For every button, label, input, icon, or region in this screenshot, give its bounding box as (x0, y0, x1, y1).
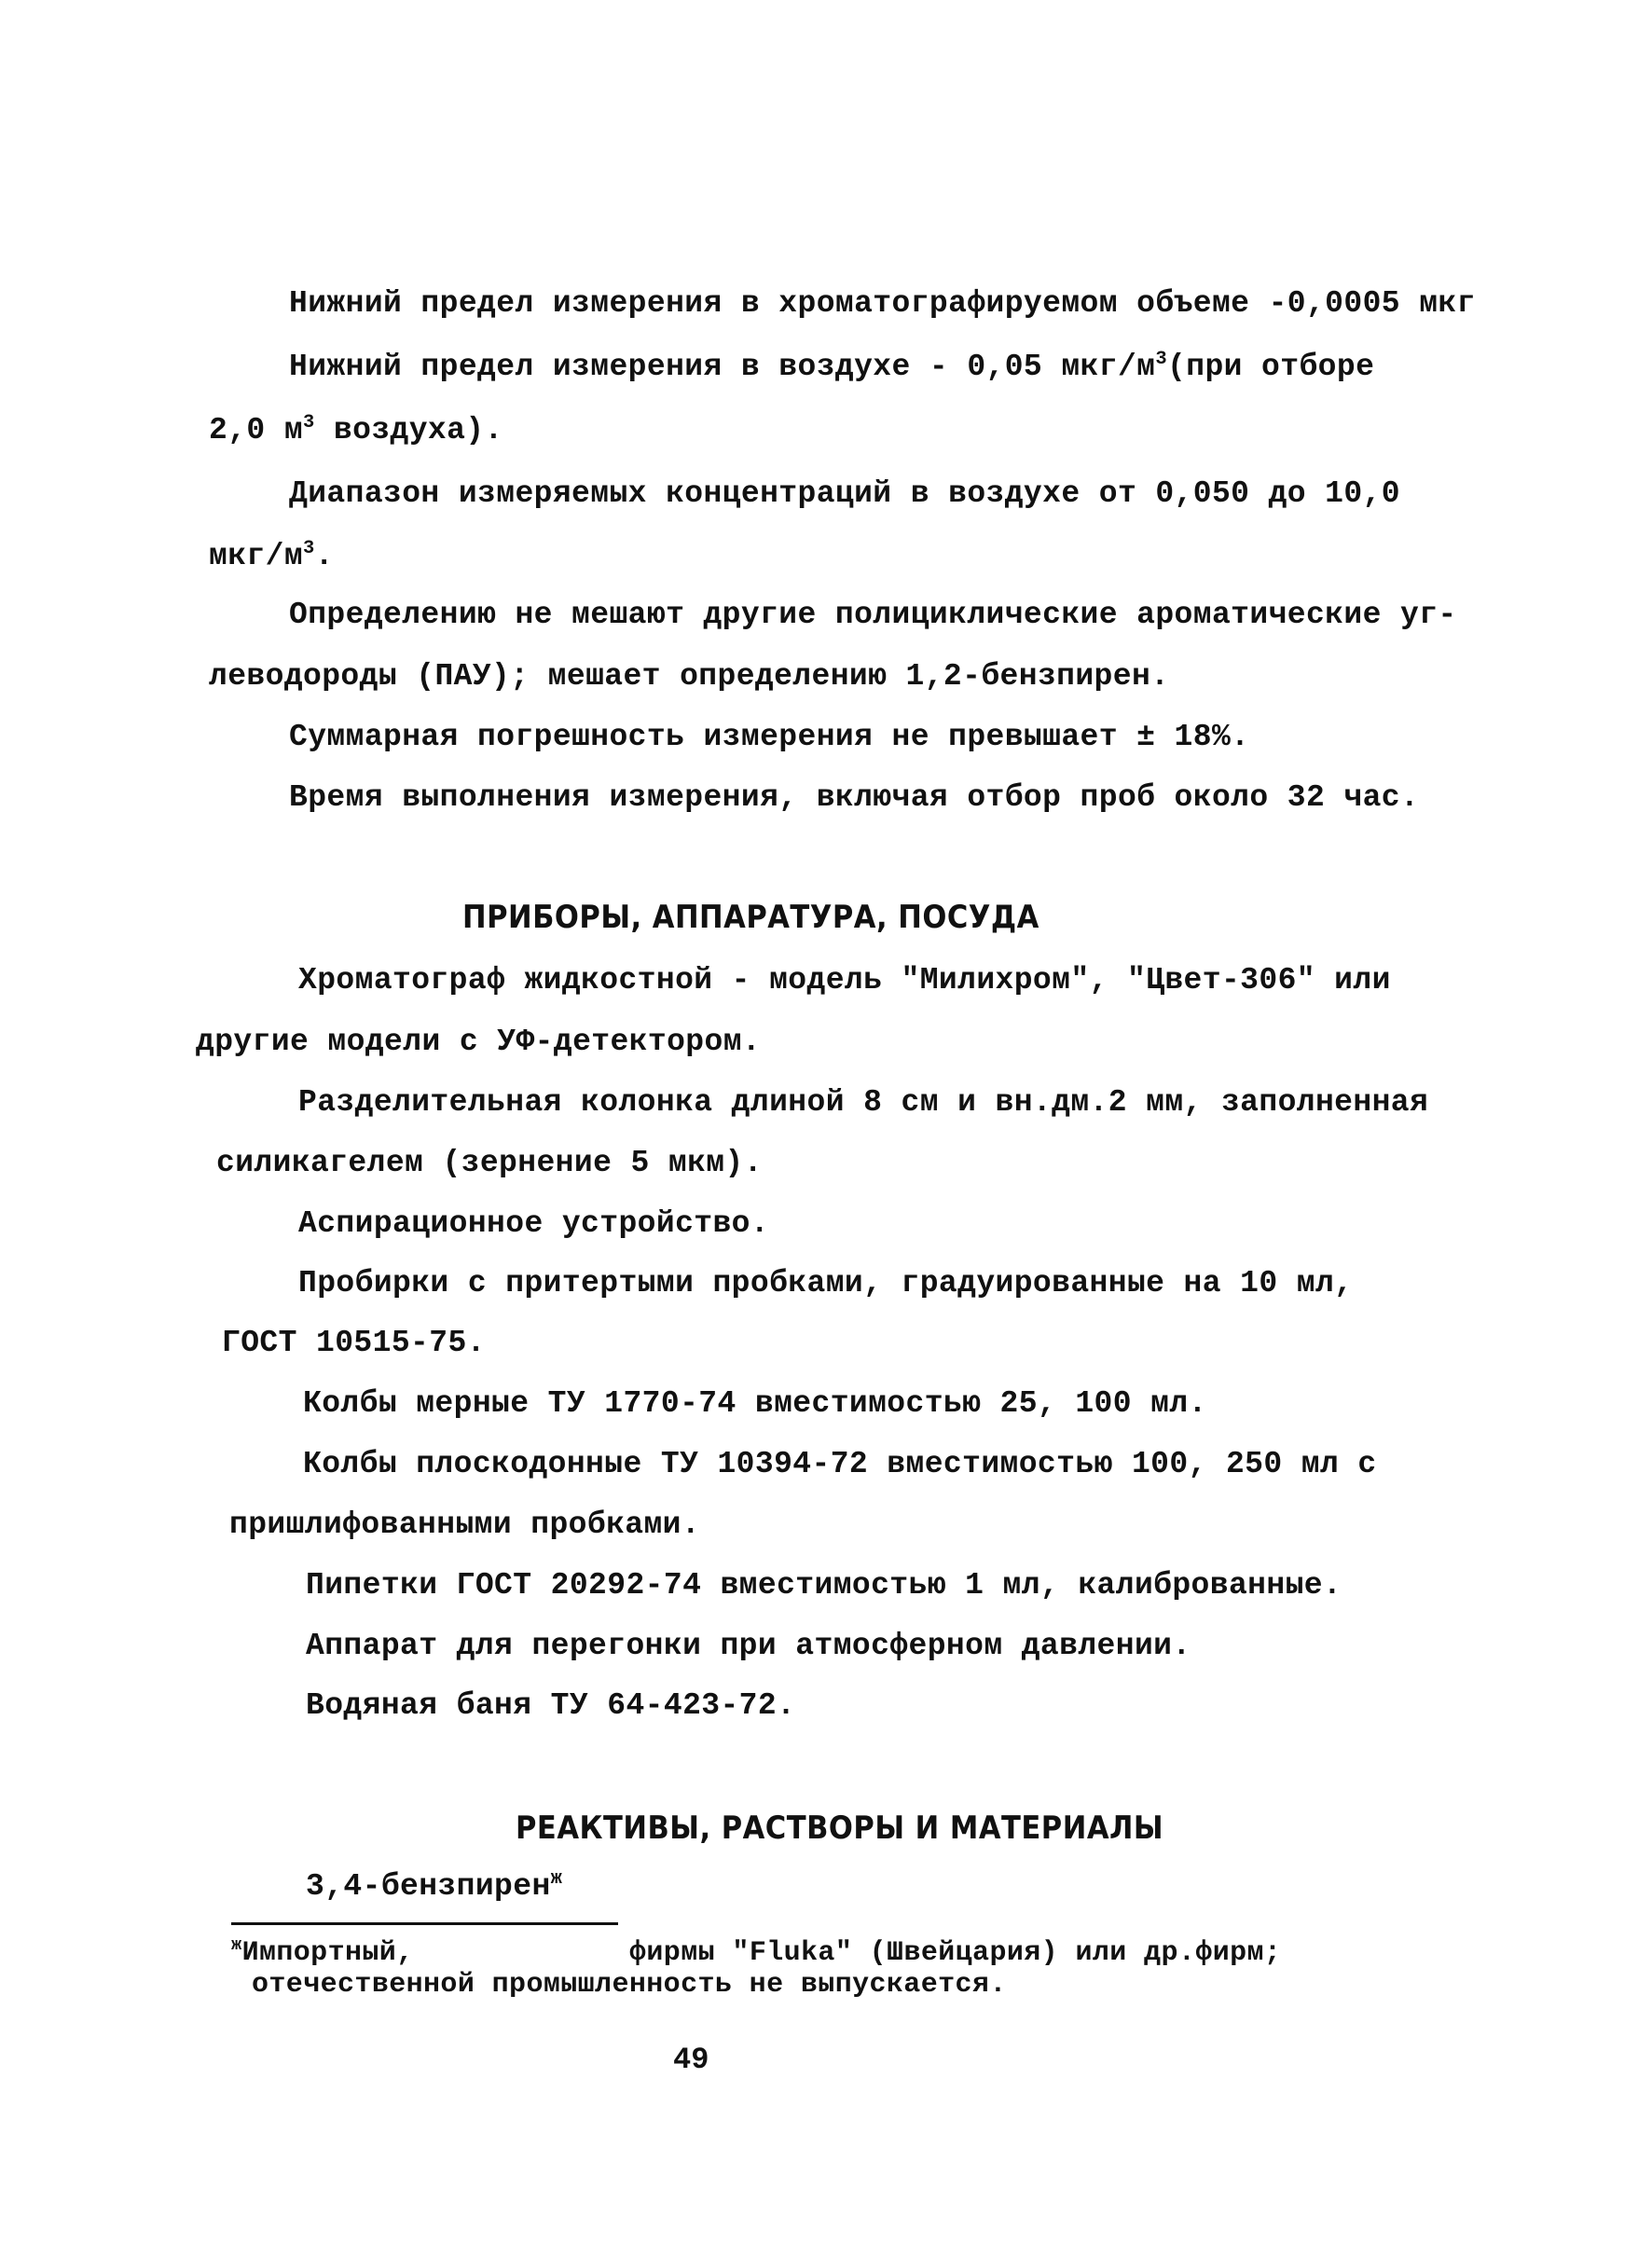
instrument-water-bath: Водяная баня ТУ 64-423-72. (306, 1688, 796, 1723)
footnote-mark: ж (550, 1868, 563, 1890)
instrument-flat-flasks-line1: Колбы плоскодонные ТУ 10394-72 вместимостью 100, 250 мл с (303, 1447, 1377, 1481)
text: воздуха). (314, 413, 503, 447)
footnote-line1 (231, 1937, 414, 1969)
instrument-test-tubes-line1: Пробирки с притертыми пробками, градуированные на 10 мл, (298, 1266, 1354, 1301)
superscript: 3 (1155, 349, 1168, 370)
text: мкг/м (209, 539, 304, 573)
measurement-time: Время выполнения измерения, включая отбор проб около 32 час. (289, 780, 1420, 815)
text: Импортный, (241, 1937, 414, 1969)
instrument-flat-flasks-line2: пришлифованными пробками. (229, 1507, 701, 1542)
page-number: 49 (673, 2043, 709, 2077)
section-heading-instruments: ПРИБОРЫ, АППАРАТУРА, ПОСУДА (462, 899, 1039, 936)
footnote-line2: отечественной промышленность не выпускается. (252, 1969, 1007, 2001)
total-error: Суммарная погрешность измерения не превышает ± 18%. (289, 720, 1250, 754)
instrument-volumetric-flasks: Колбы мерные ТУ 1770-74 вместимостью 25, 100 мл. (303, 1386, 1207, 1421)
superscript: 3 (303, 412, 315, 434)
text: 2,0 м (209, 413, 304, 447)
text: . (314, 539, 334, 573)
instrument-pipettes: Пипетки ГОСТ 20292-74 вместимостью 1 мл, калиброванные. (306, 1568, 1342, 1603)
footnote-rule (231, 1922, 618, 1925)
text: Нижний предел измерения в воздухе - 0,05 мкг/м (289, 350, 1156, 384)
text: (при отборе (1167, 350, 1375, 384)
range-line2 (209, 538, 334, 575)
lower-limit-air-line1 (289, 349, 1374, 386)
instrument-column-line1: Разделительная колонка длиной 8 см и вн.дм.2 мм, заполненная (298, 1085, 1429, 1120)
interference-line2: леводороды (ПАУ); мешает определению 1,2-бензпирен. (209, 659, 1170, 694)
footnote-line1-continuation: фирмы "Fluka" (Швейцария) или др.фирм; (629, 1937, 1282, 1969)
instrument-test-tubes-line2: ГОСТ 10515-75. (222, 1326, 486, 1360)
range-line1: Диапазон измеряемых концентраций в воздухе от 0,050 до 10,0 (289, 476, 1400, 511)
lower-limit-chromatography: Нижний предел измерения в хроматографируемом объеме -0,0005 мкг (289, 286, 1476, 321)
superscript: 3 (303, 538, 315, 559)
text: 3,4-бензпирен (306, 1869, 551, 1904)
section-heading-reagents: РЕАКТИВЫ, РАСТВОРЫ И МАТЕРИАЛЫ (516, 1810, 1164, 1847)
interference-line1: Определению не мешают другие полициклические ароматические уг- (289, 598, 1457, 632)
instrument-aspirator: Аспирационное устройство. (298, 1206, 770, 1241)
instrument-column-line2: силикагелем (зернение 5 мкм). (216, 1146, 763, 1180)
lower-limit-air-line2 (209, 412, 503, 449)
instrument-chromatograph-line2: другие модели с УФ-детектором. (196, 1025, 762, 1059)
reagent-benzpyrene (306, 1868, 562, 1906)
instrument-chromatograph-line1: Хроматограф жидкостной - модель "Милихром", "Цвет-306" или (298, 963, 1391, 998)
instrument-distillation-apparatus: Аппарат для перегонки при атмосферном давлении. (306, 1629, 1191, 1663)
footnote-mark: ж (231, 1935, 242, 1955)
